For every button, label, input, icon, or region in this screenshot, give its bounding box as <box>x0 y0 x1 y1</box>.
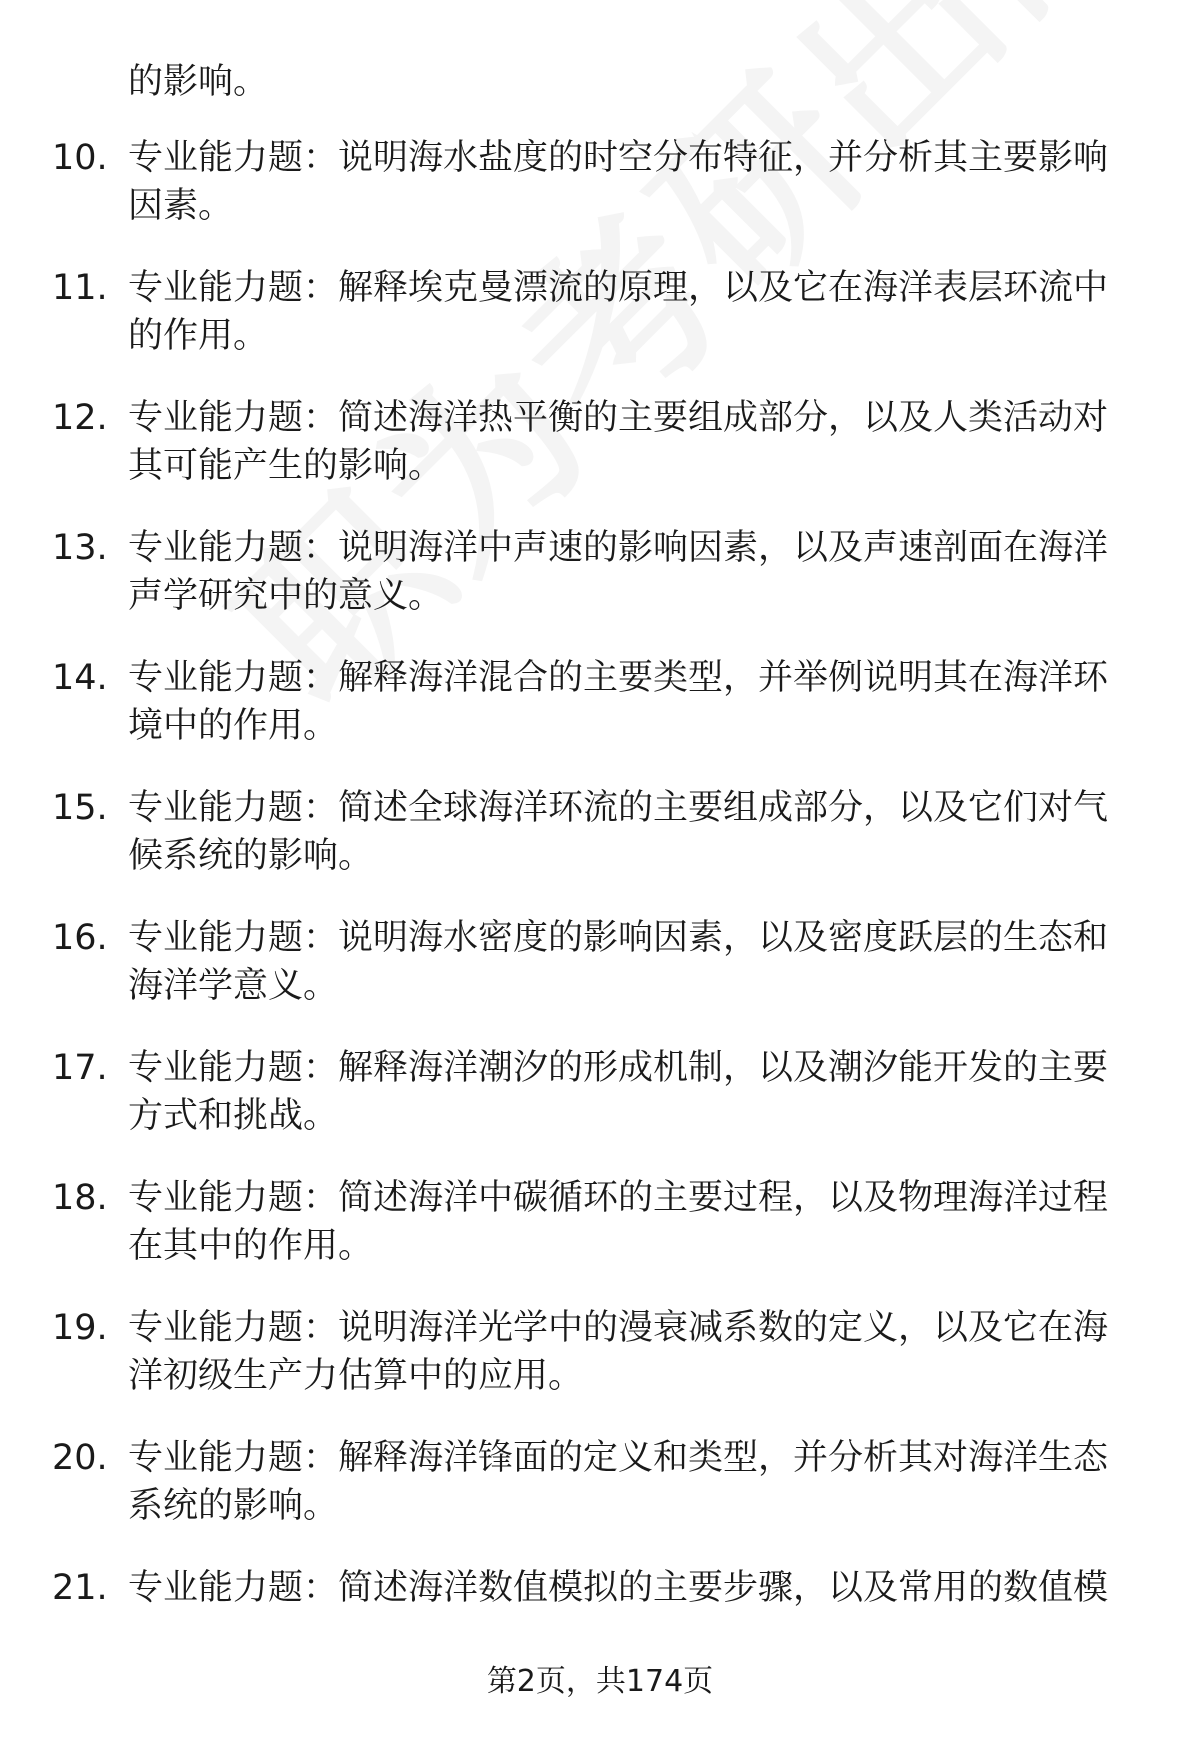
item-text-line: 因素。 <box>128 186 234 226</box>
item-text <box>128 1044 1138 1140</box>
item-text-line: 在其中的作用。 <box>128 1226 374 1266</box>
item-text-line: 洋初级生产力估算中的应用。 <box>128 1356 584 1396</box>
item-number: 10. <box>52 138 108 178</box>
item-text-line: 专业能力题：简述全球海洋环流的主要组成部分，以及它们对气 <box>128 788 1109 828</box>
item-text-line: 专业能力题：解释海洋锋面的定义和类型，并分析其对海洋生态 <box>128 1438 1109 1478</box>
item-number: 14. <box>52 658 108 698</box>
item-text-line: 海洋学意义。 <box>128 966 339 1006</box>
item-text-line: 声学研究中的意义。 <box>128 576 444 616</box>
item-text <box>128 914 1138 1010</box>
item-text-line: 专业能力题：说明海洋中声速的影响因素，以及声速剖面在海洋 <box>128 528 1109 568</box>
item-text-line: 候系统的影响。 <box>128 836 374 876</box>
item-number: 20. <box>52 1438 108 1478</box>
item-text-line: 其可能产生的影响。 <box>128 446 444 486</box>
item-number: 11. <box>52 268 108 308</box>
item-text <box>128 394 1138 490</box>
item-text <box>128 1174 1138 1270</box>
item-text-line: 系统的影响。 <box>128 1486 339 1526</box>
item-text <box>128 1564 1138 1612</box>
item-text <box>128 1434 1138 1530</box>
continuation-text: 的影响。 <box>128 62 269 102</box>
item-text-line: 专业能力题：说明海洋光学中的漫衰减系数的定义，以及它在海 <box>128 1308 1109 1348</box>
item-number: 19. <box>52 1308 108 1348</box>
item-text-line: 专业能力题：简述海洋中碳循环的主要过程，以及物理海洋过程 <box>128 1178 1109 1218</box>
item-text-line: 专业能力题：解释海洋混合的主要类型，并举例说明其在海洋环 <box>128 658 1109 698</box>
item-text <box>128 784 1138 880</box>
item-text-line: 境中的作用。 <box>128 706 339 746</box>
item-number: 13. <box>52 528 108 568</box>
item-number: 12. <box>52 398 108 438</box>
item-number: 15. <box>52 788 108 828</box>
item-text-line: 专业能力题：解释埃克曼漂流的原理，以及它在海洋表层环流中 <box>128 268 1109 308</box>
item-text <box>128 134 1138 230</box>
watermark <box>170 0 1195 753</box>
item-number: 17. <box>52 1048 108 1088</box>
item-text-line: 专业能力题：解释海洋潮汐的形成机制，以及潮汐能开发的主要 <box>128 1048 1109 1088</box>
item-number: 16. <box>52 918 108 958</box>
item-text-line: 方式和挑战。 <box>128 1096 339 1136</box>
item-text <box>128 654 1138 750</box>
item-text-line: 专业能力题：说明海水密度的影响因素，以及密度跃层的生态和 <box>128 918 1109 958</box>
item-text-line: 专业能力题：简述海洋数值模拟的主要步骤，以及常用的数值模 <box>128 1568 1109 1608</box>
item-number: 21. <box>52 1568 108 1608</box>
item-text-line: 的作用。 <box>128 316 269 356</box>
item-text <box>128 1304 1138 1400</box>
page-number-footer: 第2页，共174页 <box>486 1664 714 1699</box>
item-text-line: 专业能力题：简述海洋热平衡的主要组成部分，以及人类活动对 <box>128 398 1109 438</box>
item-text <box>128 524 1138 620</box>
item-number: 18. <box>52 1178 108 1218</box>
item-text <box>128 264 1138 360</box>
item-text-line: 专业能力题：说明海水盐度的时空分布特征，并分析其主要影响 <box>128 138 1109 178</box>
